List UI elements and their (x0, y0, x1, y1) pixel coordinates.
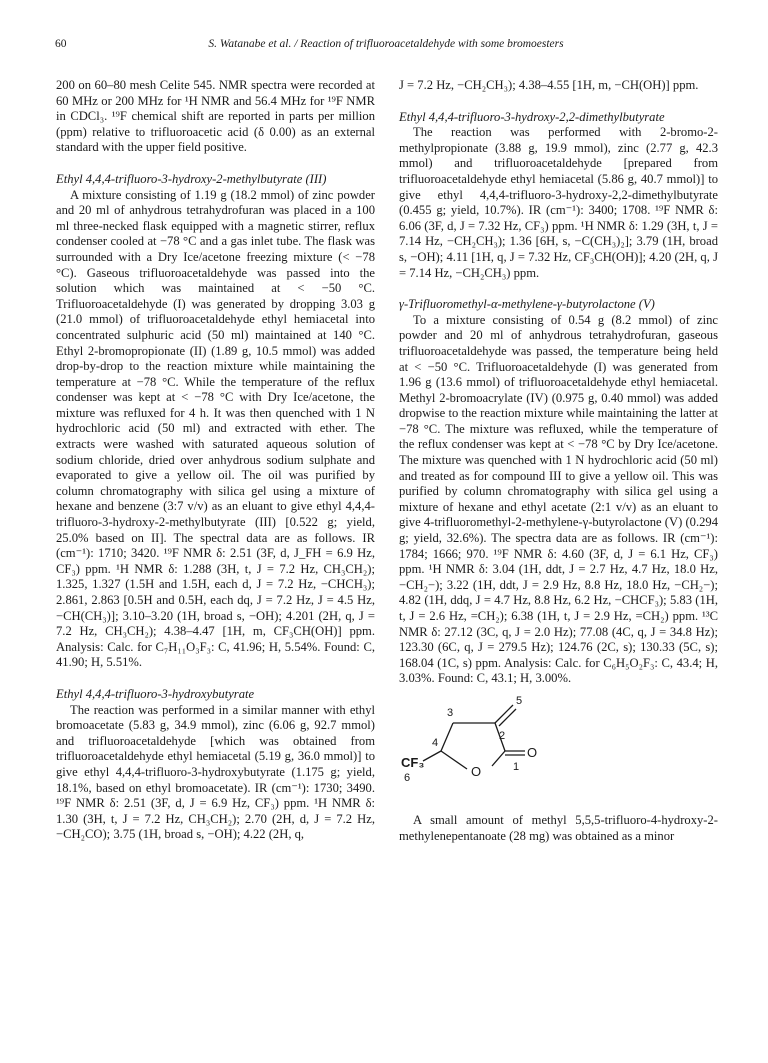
section-body-lactone-V: To a mixture consisting of 0.54 g (8.2 mmol) of zinc powder and 20 ml of anhydrous tetrahydrofuran, gaseous trifluoroacetaldehyde was passed, the temperature being held at < −50 °C. Trifluoroacetaldehyde (I) was generated from 1.96 g (13.6 mmol) of trifluoroacetaldehyde ethyl hemiacetal. Methyl 2-bromoacrylate (IV) (0.975 g, 0.40 mmol) was added dropwise to the reaction mixture while maintaining the latter at −78 °C. The mixture was refluxed, while the temperature of the reflux condenser was kept at < −78 °C by Dry Ice/acetone. The mixture was quenched with 1 N hydrochloric acid (50 ml) and treated as for compound III to give a yellow oil. This was purified by column chromatography with silica gel using a mixture of hexane and ethyl acetate (2:1 v/v) as an eluant to give 4-trifluoromethyl-2-methylene-γ-butyrolactone (V) (0.294 g; yield, 32.6%). The spectra data are as follows. IR (cm⁻¹): 1784; 1666; 970. ¹⁹F NMR δ: 4.60 (3F, d, J = 6.1 Hz, CF₃) ppm. ¹H NMR δ: 3.04 (1H, ddt, J = 2.7 Hz, 4.7 Hz, 18.0 Hz, −CH₂−); 3.22 (1H, ddt, J = 2.9 Hz, 8.8 Hz, 18.0 Hz, −CH₂−); 4.82 (1H, ddq, J = 4.7 Hz, 8.8 Hz, 6.2 Hz, −CHCF₃); 5.83 (1H, t, J = 2.6 Hz, =CH₂); 6.38 (1H, t, J = 2.9 Hz, =CH₂) ppm. ¹³C NMR δ: 27.12 (3C, q, J = 2.0 Hz); 77.08 (4C, q, J = 34.8 Hz); 123.30 (6C, q, J = 279.5 Hz); 124.76 (2C, s); 130.33 (5C, s); 168.04 (1C, s) ppm. Analysis: Calc. for C₆H₅O₂F₃: C, 43.4; H, 3.03%. Found: C, 43.1; H, 3.00%. (399, 312, 718, 686)
label-c4: 4 (432, 736, 439, 749)
label-o1: 1 (513, 760, 520, 773)
carbonyl-oxygen: O (527, 744, 538, 760)
section-title-dimethylbutyrate: Ethyl 4,4,4-trifluoro-3-hydroxy-2,2-dimethylbutyrate (399, 109, 665, 124)
running-head: S. Watanabe et al. / Reaction of trifluoroacetaldehyde with some bromoesters (208, 38, 564, 50)
right-continuation: J = 7.2 Hz, −CH₂CH₃); 4.38–4.55 [1H, m, −CH(OH)] ppm. (399, 78, 699, 92)
right-column (399, 78, 718, 844)
section-body-hydroxybutyrate: The reaction was performed in a similar manner with ethyl bromoacetate (5.83 g, 34.9 mmol), zinc (6.06 g, 92.7 mmol) and trifluoroacetaldehyde [which was obtained from trifluoroacetaldehyde ethyl hemiacetal (5.19 g, 36.0 mmol)] to give ethyl 4,4,4-trifluoro-3-hydroxybutyrate (1.175 g; yield, 18.1%, based on ethyl bromoacetate). IR (cm⁻¹): 1730; 3490. ¹⁹F NMR δ: 2.51 (3F, d, J = 6.9 Hz, CF₃) ppm. ¹H NMR δ: 1.30 (3H, t, J = 7.2 Hz, CH₃CH₂); 2.70 (2H, d, J = 7.2 Hz, −CH₂CO); 3.75 (1H, broad s, −OH); 4.22 (2H, q, (56, 702, 375, 842)
page-header (55, 38, 717, 56)
section-title-ester-III: Ethyl 4,4,4-trifluoro-3-hydroxy-2-methylbutyrate (III) (56, 171, 327, 186)
section-title-lactone-V: γ-Trifluoromethyl-α-methylene-γ-butyrolactone (V) (399, 297, 655, 312)
label-c3: 3 (447, 706, 454, 719)
page-number: 60 (55, 38, 67, 50)
label-c2: 2 (499, 729, 506, 742)
label-c5: 5 (516, 694, 523, 707)
intro-continuation: 200 on 60–80 mesh Celite 545. NMR spectra were recorded at 60 MHz or 200 MHz for ¹H NMR and 56.4 MHz for ¹⁹F NMR in CDCl₃. ¹⁹F chemical shift are reported in parts per million (ppm) relative to trifluoroacetic acid (δ 0.00) as an external standard with the upper field positive. (56, 78, 375, 155)
section-body-ester-III: A mixture consisting of 1.19 g (18.2 mmol) of zinc powder and 20 ml of anhydrous tetrahydrofuran was placed in a 100 ml three-necked flask equipped with a magnetic stirrer, reflux condenser cooled at −78 °C and a gas inlet tube. The flask was surrounded with a Dry Ice/acetone freezing mixture (< −78 °C). Gaseous trifluoroacetaldehyde was passed into the solution which was maintained at < −50 °C. Trifluoroacetaldehyde (I) was generated by dropping 3.03 g (21.0 mmol) of trifluoroacetaldehyde ethyl hemiacetal into concentrated sulphuric acid (50 ml) maintained at 140 °C. Ethyl 2-bromopropionate (II) (1.89 g, 10.5 mmol) was added drop-by-drop to the reaction mixture while maintaining the temperature at −78 °C. While the temperature of the reflux condenser was kept at < −78 °C with Dry Ice/acetone, the mixture was refluxed for 4 h. It was then quenched with 1 N hydrochloric acid (50 ml) and extracted with ether. The extracts were washed with saturated aqueous solution of sodium chloride, dried over anhydrous sodium sulphate and evaporated to give a yellow oil. The oil was purified by column chromatography with silica gel using a mixture of hexane and benzene (3:7 v/v) as an eluant to give ethyl 4,4,4-trifluoro-3-hydroxy-2-methylbutyrate (III) [0.522 g; yield, 25.0% based on II]. The spectral data are as follows. IR (cm⁻¹): 1710; 3420. ¹⁹F NMR δ: 2.51 (3F, d, J_FH = 6.9 Hz, CF₃) ppm. ¹H NMR δ: 1.288 (3H, t, J = 7.2 Hz, CH₃CH₂); 1.325, 1.327 (1.5H and 1.5H, each d, J = 7.2 Hz, −CHCH₃); 2.861, 2.863 [0.5H and 0.5H, each dq, J = 7.2 Hz, J = 4.5 Hz, −CH(CH₃)]; 3.10–3.20 (1H, broad s, −OH); 4.201 (2H, q, J = 7.2 Hz, CH₃CH₂); 4.38–4.47 [1H, m, CF₃CH(OH)] ppm. Analysis: Calc. for C₇H₁₁O₃F₃: C, 41.96; H, 5.54%. Found: C, 41.90; H, 5.51%. (56, 187, 375, 670)
label-c6: 6 (404, 771, 411, 784)
section-body-dimethylbutyrate: The reaction was performed with 2-bromo-2-methylpropionate (3.88 g, 19.9 mmol), zinc (2.77 g, 42.3 mmol) and trifluoroacetaldehyde [prepared from trifluoroacetaldehyde ethyl hemiacetal (5.86 g, 40.7 mmol)] to give ethyl 4,4,4-trifluoro-3-hydroxy-2,2-dimethylbutyrate (0.455 g; yield, 10.7%). IR (cm⁻¹): 3400; 1708. ¹⁹F NMR δ: 6.06 (3F, d, J = 7.32 Hz, CF₃) ppm. ¹H NMR δ: 1.29 (3H, t, J = 7.14 Hz, −CH₂CH₃); 1.36 [6H, s, −C(CH₃)₂]; 3.79 (1H, broad s, −OH); 4.11 [1H, q, J = 7.32 Hz, CF₃CH(OH)]; 4.20 (2H, q, J = 7.14 Hz, −CH₂CH₃) ppm. (399, 125, 718, 280)
ring-oxygen: O (471, 763, 482, 779)
section-title-hydroxybutyrate: Ethyl 4,4,4-trifluoro-3-hydroxybutyrate (56, 686, 255, 701)
final-paragraph: A small amount of methyl 5,5,5-trifluoro-4-hydroxy-2-methylenepentanoate (28 mg) was obtained as a minor (399, 812, 718, 843)
cf3-group: CF₃ (401, 754, 425, 770)
lactone-structure-diagram (401, 693, 601, 805)
left-column (56, 78, 375, 843)
